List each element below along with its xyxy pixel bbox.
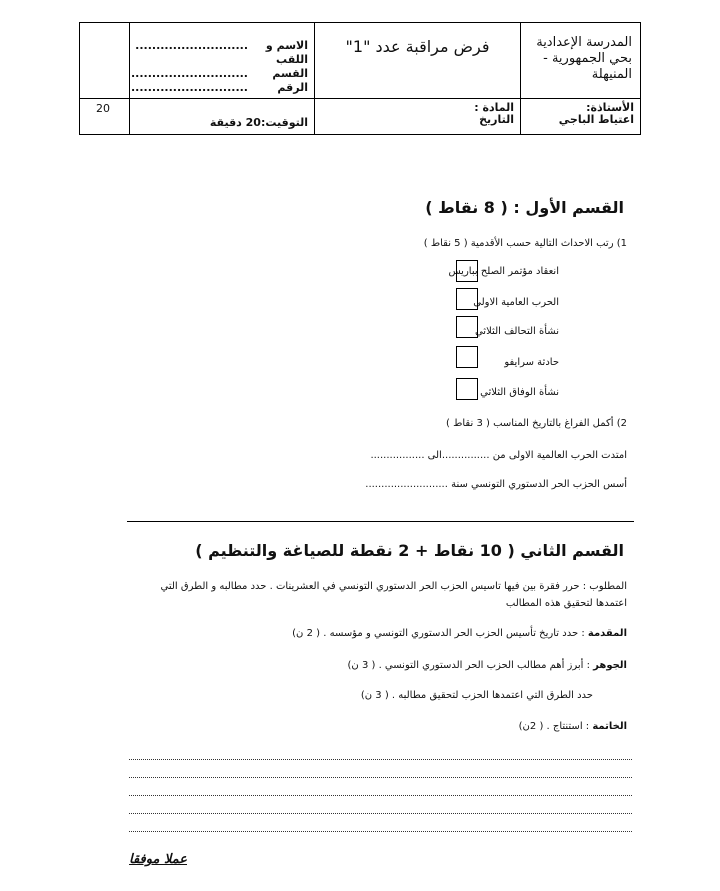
name-field[interactable]: ........................... (135, 39, 248, 52)
closing-wish: عملا موفقا (129, 852, 187, 867)
school-line-3: المنيهلة (591, 67, 632, 82)
timing: التوقيت:20 دقيقة (130, 99, 315, 135)
part2-title: القسم الثاني ( 10 نقاط + 2 نقطة للصياغة والتنظيم ) (195, 541, 624, 560)
teacher-label: الأستاذة: (586, 101, 634, 114)
score-total: 20 (80, 99, 130, 135)
answer-line[interactable] (129, 777, 632, 778)
fill-line-2[interactable]: أسس الحزب الحر الدستوري التونسي سنة .......................... (365, 479, 627, 490)
score-cell (80, 23, 130, 99)
teacher-name: اعتياط الباجي (558, 113, 634, 126)
conclusion-label: الخاتمة (592, 721, 627, 732)
subject-label: المادة : (474, 101, 514, 114)
exam-title: فرض مراقبة عدد "1" (315, 23, 521, 99)
event-4: حادثة سرايفو (504, 357, 559, 368)
body-instruction-2: حدد الطرق التي اعتمدها الحزب لتحقيق مطالبه . ( 3 ن) (360, 690, 593, 701)
school-line-2: بحي الجمهورية - (543, 51, 632, 66)
answer-line[interactable] (129, 759, 632, 760)
order-box-5[interactable] (456, 378, 478, 400)
order-box-1[interactable] (456, 260, 478, 282)
answer-line[interactable] (129, 831, 632, 832)
question-1: 1) رتب الاحداث التالية حسب الأقدمية ( 5 نقاط ) (423, 238, 627, 249)
body-label: الجوهر (593, 660, 627, 671)
header-table (79, 22, 641, 135)
intro-label: المقدمة (587, 628, 627, 639)
conclusion-text: : استنتاج . ( 2ن) (518, 721, 593, 732)
class-label: القسم (272, 67, 308, 80)
body-text: : أبرز أهم مطالب الحزب الحر الدستوري التونسي . ( 3 ن) (347, 660, 594, 671)
number-label: الرقم (277, 81, 308, 94)
event-3: نشأة التحالف الثلاثي (474, 326, 559, 337)
task-line-2: اعتمدها لتحقيق هذه المطالب (505, 598, 627, 609)
body-instruction (348, 660, 628, 671)
section-divider (127, 521, 634, 522)
order-box-3[interactable] (456, 316, 478, 338)
order-box-4[interactable] (456, 346, 478, 368)
school-line-1: المدرسة الإعدادية (536, 35, 632, 50)
part1-title: القسم الأول : ( 8 نقاط ) (425, 198, 624, 217)
student-identity (130, 23, 315, 99)
answer-line[interactable] (129, 795, 632, 796)
name-label: الاسم و اللقب (265, 39, 308, 66)
event-2: الحرب العامية الاولى (473, 297, 559, 308)
fill-line-1[interactable]: امتدت الحرب العالمية الاولى من ...............الى ................. (370, 450, 627, 461)
order-box-2[interactable] (456, 288, 478, 310)
date-label: التاريخ (479, 113, 514, 126)
teacher (521, 99, 641, 135)
conclusion-instruction (519, 721, 627, 732)
class-field[interactable]: ............................ (130, 67, 248, 80)
intro-text: : حدد تاريخ تأسيس الحزب الحر الدستوري التونسي و مؤسسه . ( 2 ن) (292, 628, 588, 639)
question-2: 2) أكمل الفراغ بالتاريخ المناسب ( 3 نقاط ) (446, 418, 627, 429)
number-field[interactable]: ............................ (130, 81, 248, 94)
answer-line[interactable] (129, 813, 632, 814)
task-line-1: المطلوب : حرر فقرة بين فيها تاسيس الحزب الحر الدستوري التونسي في العشرينات . حدد مطالبه و الطرق التي (160, 581, 627, 592)
school-name (521, 23, 641, 99)
event-1: انعقاد مؤتمر الصلح بباريس (448, 266, 559, 277)
intro-instruction (292, 628, 627, 639)
event-5: نشأة الوفاق الثلاثي (480, 387, 559, 398)
subject-date (315, 99, 521, 135)
